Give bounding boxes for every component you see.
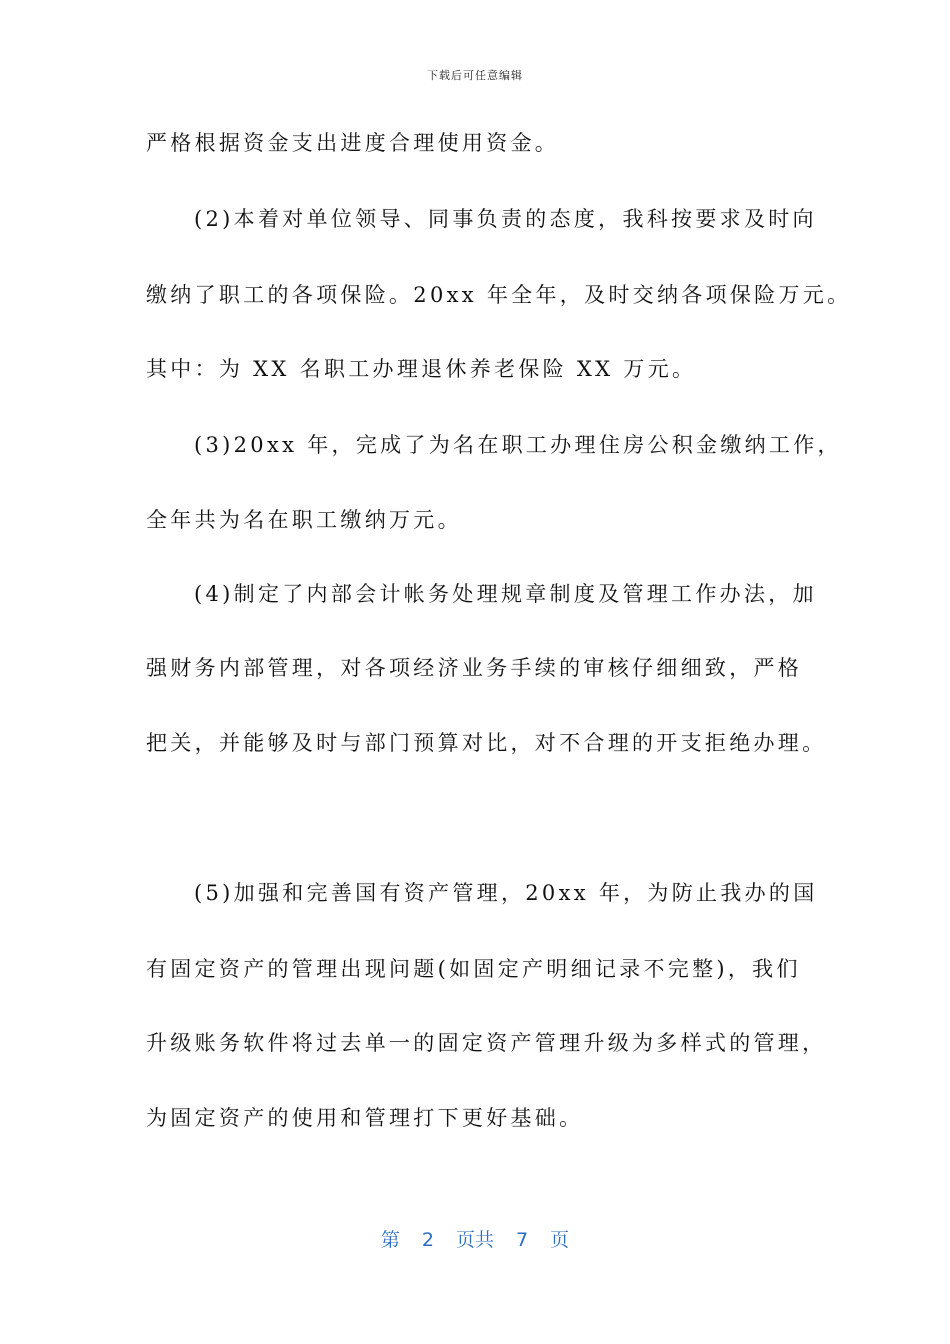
body-line: 缴纳了职工的各项保险。20xx 年全年，及时交纳各项保险万元。 xyxy=(146,283,852,307)
body-line: 有固定资产的管理出现问题(如固定产明细记录不完整)，我们 xyxy=(146,957,801,981)
header-note: 下载后可任意编辑 xyxy=(427,69,523,82)
body-line: 其中：为 XX 名职工办理退休养老保险 XX 万元。 xyxy=(146,357,697,381)
footer-total-pages: 7 xyxy=(516,1229,529,1251)
body-line: (5)加强和完善国有资产管理，20xx 年，为防止我办的国 xyxy=(194,881,818,905)
page-footer xyxy=(0,1225,950,1252)
body-line: (3)20xx 年，完成了为名在职工办理住房公积金缴纳工作， xyxy=(194,433,842,457)
footer-label-of: 页共 xyxy=(455,1229,494,1251)
footer-current-page: 2 xyxy=(421,1229,434,1251)
body-line: 把关，并能够及时与部门预算对比，对不合理的开支拒绝办理。 xyxy=(146,731,827,755)
body-line: 为固定资产的使用和管理打下更好基础。 xyxy=(146,1106,584,1130)
body-line: 升级账务软件将过去单一的固定资产管理升级为多样式的管理， xyxy=(146,1031,827,1055)
body-line: 全年共为名在职工缴纳万元。 xyxy=(146,508,462,532)
body-line: (4)制定了内部会计帐务处理规章制度及管理工作办法，加 xyxy=(194,582,817,606)
body-line: (2)本着对单位领导、同事负责的态度，我科按要求及时向 xyxy=(194,207,817,231)
body-line: 严格根据资金支出进度合理使用资金。 xyxy=(146,131,560,155)
footer-label-end: 页 xyxy=(550,1229,570,1251)
body-line: 强财务内部管理，对各项经济业务手续的审核仔细细致，严格 xyxy=(146,656,803,680)
footer-label-page: 第 xyxy=(380,1229,400,1251)
